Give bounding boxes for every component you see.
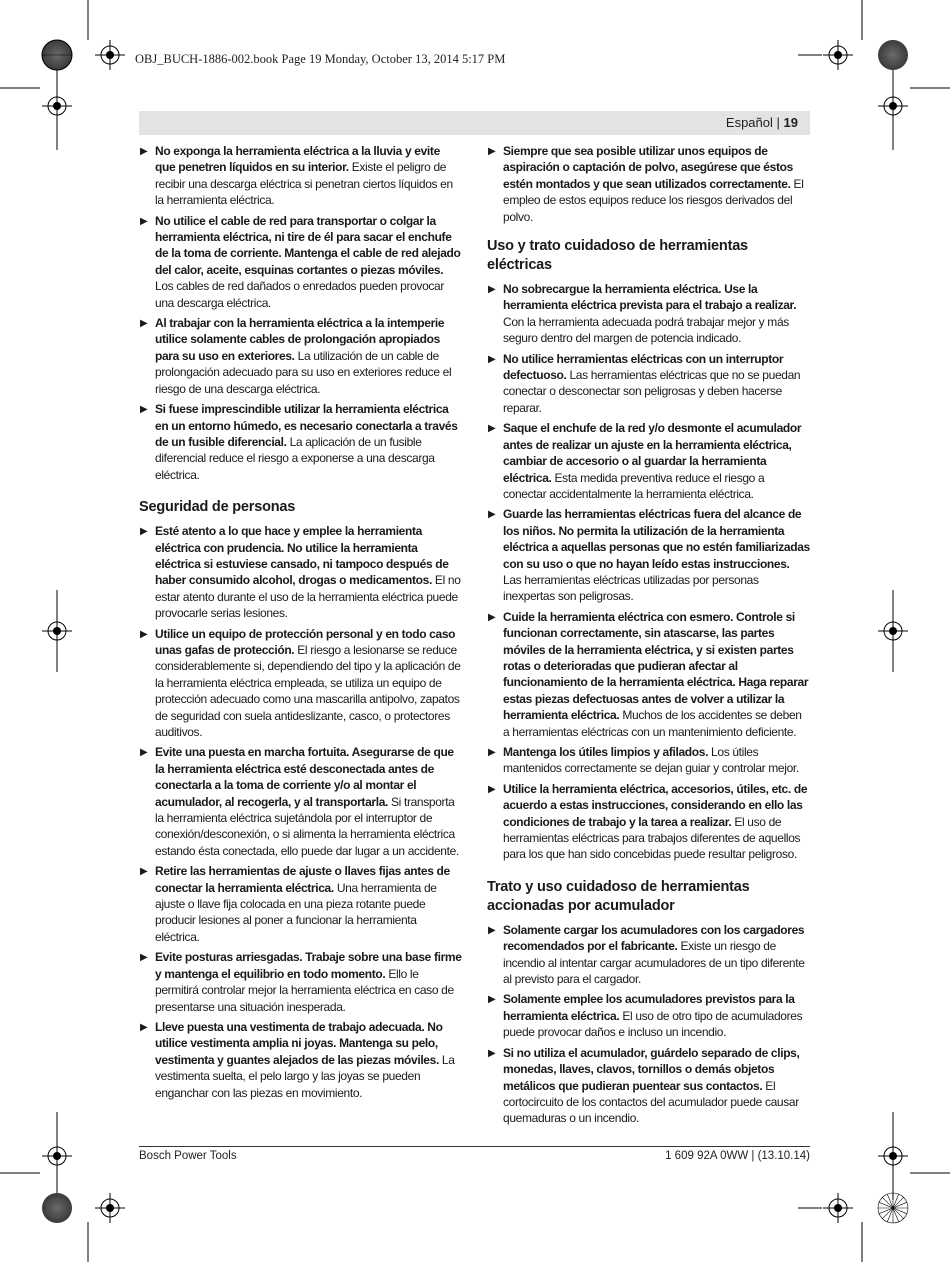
bullet-triangle-icon: ▶ bbox=[140, 146, 148, 157]
bullet-triangle-icon: ▶ bbox=[488, 146, 496, 157]
item-text: Ello le permitirá controlar mejor la herramienta eléctrica en caso de presentarse una situación inesperada. bbox=[155, 966, 454, 1014]
item-text: Esta medida preventiva reduce el riesgo a conectar accidentalmente la herramienta eléctrica. bbox=[503, 470, 765, 501]
safety-item bbox=[139, 1019, 462, 1101]
safety-item bbox=[139, 863, 462, 945]
footer-brand: Bosch Power Tools bbox=[139, 1150, 237, 1162]
item-bold-text: Mantenga los útiles limpios y afilados. bbox=[503, 745, 709, 759]
safety-item bbox=[139, 523, 462, 621]
safety-item bbox=[487, 281, 810, 347]
item-bold-text: Al trabajar con la herramienta eléctrica a la intemperie utilice solamente cables de prolongación apropiados para su uso en exteriores. bbox=[155, 316, 445, 363]
bullet-triangle-icon: ▶ bbox=[140, 404, 148, 416]
item-text: Existe un riesgo de incendio al intentar cargar acumuladores de un tipo diferente al previsto para el cargador. bbox=[503, 939, 805, 987]
safety-item bbox=[487, 991, 810, 1040]
header-language: Español bbox=[725, 115, 773, 130]
item-text: El uso de herramientas eléctricas para trabajos diferentes de aquellos para los que han sido concebidas puede resultar peligroso. bbox=[503, 814, 801, 862]
bullet-triangle-icon: ▶ bbox=[140, 215, 148, 227]
item-bold-text: No sobrecargue la herramienta eléctrica. Use la herramienta eléctrica prevista para el trabajo a realizar. bbox=[503, 282, 797, 313]
item-text: El no estar atento durante el uso de la herramienta eléctrica puede provocarle serias lesiones. bbox=[155, 573, 461, 621]
bullet-triangle-icon: ▶ bbox=[488, 1047, 496, 1059]
left-column bbox=[139, 143, 462, 1105]
bullet-triangle-icon: ▶ bbox=[140, 1021, 148, 1033]
item-text: La utilización de un cable de prolongación adecuado para su uso en exteriores reduce el riesgo de una descarga eléctrica. bbox=[155, 348, 452, 396]
item-bold-text: Lleve puesta una vestimenta de trabajo adecuada. No utilice vestimenta amplia ni joyas. Mantenga su pelo, vestimenta y guantes alejados de las piezas móviles. bbox=[155, 1019, 443, 1067]
item-text: Existe el peligro de recibir una descarga eléctrica si penetran ciertos líquidos en la herramienta eléctrica. bbox=[155, 160, 453, 208]
item-text: Los útiles mantenidos correctamente se dejan guiar y controlar mejor. bbox=[503, 745, 799, 776]
page-number: 19 bbox=[783, 115, 798, 130]
safety-item bbox=[139, 626, 462, 741]
item-bold-text: Utilice la herramienta eléctrica, accesorios, útiles, etc. de acuerdo a estas instrucciones, considerando en ello las condiciones de trabajo y la tarea a realizar. bbox=[503, 781, 808, 829]
right-column bbox=[487, 143, 810, 1131]
item-text: El cortocircuito de los contactos del acumulador puede causar quemaduras o un incendio. bbox=[503, 1078, 799, 1126]
safety-item bbox=[487, 744, 810, 777]
footer-rule bbox=[139, 1146, 810, 1147]
safety-item bbox=[139, 401, 462, 483]
item-bold-text: Si no utiliza el acumulador, guárdelo separado de clips, monedas, llaves, clavos, tornillos o demás objetos metálicos que pudieran puentear sus contactos. bbox=[503, 1045, 800, 1093]
item-text: El riesgo a lesionarse se reduce considerablemente si, dependiendo del tipo y la aplicación de la herramienta eléctrica empleada, se utiliza un equipo de protección adecuado como una mascarilla antipolvo, zapatos de seguridad con suela antideslizante, casco, o protectores auditivos. bbox=[155, 642, 461, 739]
item-bold-text: No utilice herramientas eléctricas con un interruptor defectuoso. bbox=[503, 351, 784, 383]
safety-item bbox=[139, 143, 462, 209]
item-bold-text: Utilice un equipo de protección personal y en todo caso unas gafas de protección. bbox=[155, 626, 456, 657]
item-text: Una herramienta de ajuste o llave fija colocada en una pieza rotante puede producir lesiones al poner a funcionar la herramienta eléctrica. bbox=[155, 880, 437, 944]
bullet-triangle-icon: ▶ bbox=[140, 526, 148, 538]
print-slug-line: OBJ_BUCH-1886-002.book Page 19 Monday, October 13, 2014 5:17 PM bbox=[135, 52, 506, 66]
item-text: Muchos de los accidentes se deben a herramientas eléctricas con un mantenimiento deficiente. bbox=[503, 708, 802, 739]
item-bold-text: No utilice el cable de red para transportar o colgar la herramienta eléctrica, ni tire de él para sacar el enchufe de la toma de corriente. Mantenga el cable de red alejado del calor, aceite, esquinas cortantes o piezas móviles. bbox=[155, 213, 461, 277]
safety-item bbox=[487, 506, 810, 604]
item-text: El uso de otro tipo de acumuladores puede provocar daños e incluso un incendio. bbox=[503, 1008, 803, 1040]
item-text: La aplicación de un fusible diferencial reduce el riesgo a exponerse a una descarga eléctrica. bbox=[155, 434, 435, 482]
item-text: El empleo de estos equipos reduce los riesgos derivados del polvo. bbox=[503, 176, 804, 224]
item-bold-text: Esté atento a lo que hace y emplee la herramienta eléctrica con prudencia. No utilice la herramienta eléctrica si estuviese cansado, ni tampoco después de haber consumido alcohol, drogas o medicamentos. bbox=[155, 524, 449, 588]
item-bold-text: Siempre que sea posible utilizar unos equipos de aspiración o captación de polvo, asegúrese que éstos estén montados y que sean utilizados correctamente. bbox=[503, 144, 793, 191]
item-bold-text: Retire las herramientas de ajuste o llaves fijas antes de conectar la herramienta eléctrica. bbox=[155, 864, 450, 895]
bullet-triangle-icon: ▶ bbox=[488, 994, 496, 1006]
safety-item bbox=[139, 315, 462, 397]
item-text: Las herramientas eléctricas utilizadas por personas inexpertas son peligrosas. bbox=[503, 572, 759, 604]
bullet-triangle-icon: ▶ bbox=[488, 747, 496, 758]
bullet-triangle-icon: ▶ bbox=[140, 747, 148, 759]
item-text: Si transporta la herramienta eléctrica sujetándola por el interruptor de conexión/desconexión, o si alimenta la herramienta eléctrica estando ésta conectada, ello puede dar lugar a un accidente. bbox=[155, 794, 459, 858]
bullet-triangle-icon: ▶ bbox=[140, 318, 148, 330]
header-language-page bbox=[726, 115, 798, 130]
safety-item bbox=[139, 949, 462, 1015]
bullet-triangle-icon: ▶ bbox=[488, 423, 496, 435]
header-separator: | bbox=[776, 115, 780, 130]
safety-item bbox=[139, 744, 462, 859]
bullet-triangle-icon: ▶ bbox=[488, 284, 496, 296]
item-bold-text: Solamente emplee los acumuladores previstos para la herramienta eléctrica. bbox=[503, 992, 795, 1023]
item-bold-text: Saque el enchufe de la red y/o desmonte el acumulador antes de realizar un ajuste en la herramienta eléctrica, cambiar de accesorio o al guardar la herramienta eléctrica. bbox=[503, 421, 802, 485]
safety-item bbox=[487, 1045, 810, 1127]
section-heading-personal-safety: Seguridad de personas bbox=[139, 499, 296, 516]
bullet-triangle-icon: ▶ bbox=[488, 353, 496, 365]
item-text: Las herramientas eléctricas que no se puedan conectar o desconectar son peligrosas y deben hacerse reparar. bbox=[503, 368, 801, 415]
bullet-triangle-icon: ▶ bbox=[488, 924, 496, 936]
safety-item bbox=[487, 922, 810, 988]
safety-item bbox=[487, 781, 810, 863]
safety-item bbox=[487, 351, 810, 417]
bullet-triangle-icon: ▶ bbox=[488, 611, 496, 623]
safety-item bbox=[487, 609, 810, 740]
item-bold-text: Si fuese imprescindible utilizar la herramienta eléctrica en un entorno húmedo, es necesario conectarla a través de un fusible diferencial. bbox=[155, 402, 458, 449]
item-bold-text: No exponga la herramienta eléctrica a la lluvia y evite que penetren líquidos en su interior. bbox=[155, 144, 440, 175]
item-bold-text: Evite posturas arriesgadas. Trabaje sobre una base firme y mantenga el equilibrio en todo momento. bbox=[155, 950, 462, 981]
item-bold-text: Evite una puesta en marcha fortuita. Asegurarse de que la herramienta eléctrica esté desconectada antes de conectarla a la toma de corriente y/o al montar el acumulador, al recogerla, y al transportarla. bbox=[155, 745, 454, 809]
section-heading-battery-tools: Trato y uso cuidadoso de herramientas accionadas por acumulador bbox=[487, 878, 750, 914]
running-header bbox=[139, 111, 810, 135]
safety-item bbox=[487, 420, 810, 502]
item-text: Con la herramienta adecuada podrá trabajar mejor y más seguro dentro del margen de potencia indicado. bbox=[503, 314, 789, 346]
item-bold-text: Guarde las herramientas eléctricas fuera del alcance de los niños. No permita la utilización de la herramienta eléctrica a aquellas personas que no estén familiarizadas con su uso o que no hayan leído estas instrucciones. bbox=[503, 507, 810, 571]
bullet-triangle-icon: ▶ bbox=[140, 866, 148, 878]
item-text: Los cables de red dañados o enredados pueden provocar una descarga eléctrica. bbox=[155, 279, 445, 310]
safety-item bbox=[139, 213, 462, 311]
bullet-triangle-icon: ▶ bbox=[140, 628, 148, 640]
footer-doc-code: 1 609 92A 0WW | (13.10.14) bbox=[665, 1150, 810, 1162]
item-text: La vestimenta suelta, el pelo largo y las joyas se pueden enganchar con las piezas en movimiento. bbox=[155, 1052, 455, 1100]
bullet-triangle-icon: ▶ bbox=[488, 783, 496, 795]
section-heading-power-tool-use: Uso y trato cuidadoso de herramientas eléctricas bbox=[487, 238, 748, 274]
item-bold-text: Cuide la herramienta eléctrica con esmero. Controle si funcionan correctamente, sin atascarse, las partes móviles de la herramienta eléctrica, y si existen partes rotas o deterioradas que pudieran afectar al funcionamiento de la herramienta eléctrica. Haga reparar estas piezas defectuosas antes de volver a utilizar la herramienta eléctrica. bbox=[503, 609, 809, 723]
bullet-triangle-icon: ▶ bbox=[140, 952, 148, 964]
bullet-triangle-icon: ▶ bbox=[488, 509, 496, 521]
safety-item bbox=[487, 143, 810, 225]
item-bold-text: Solamente cargar los acumuladores con los cargadores recomendados por el fabricante. bbox=[503, 922, 805, 954]
